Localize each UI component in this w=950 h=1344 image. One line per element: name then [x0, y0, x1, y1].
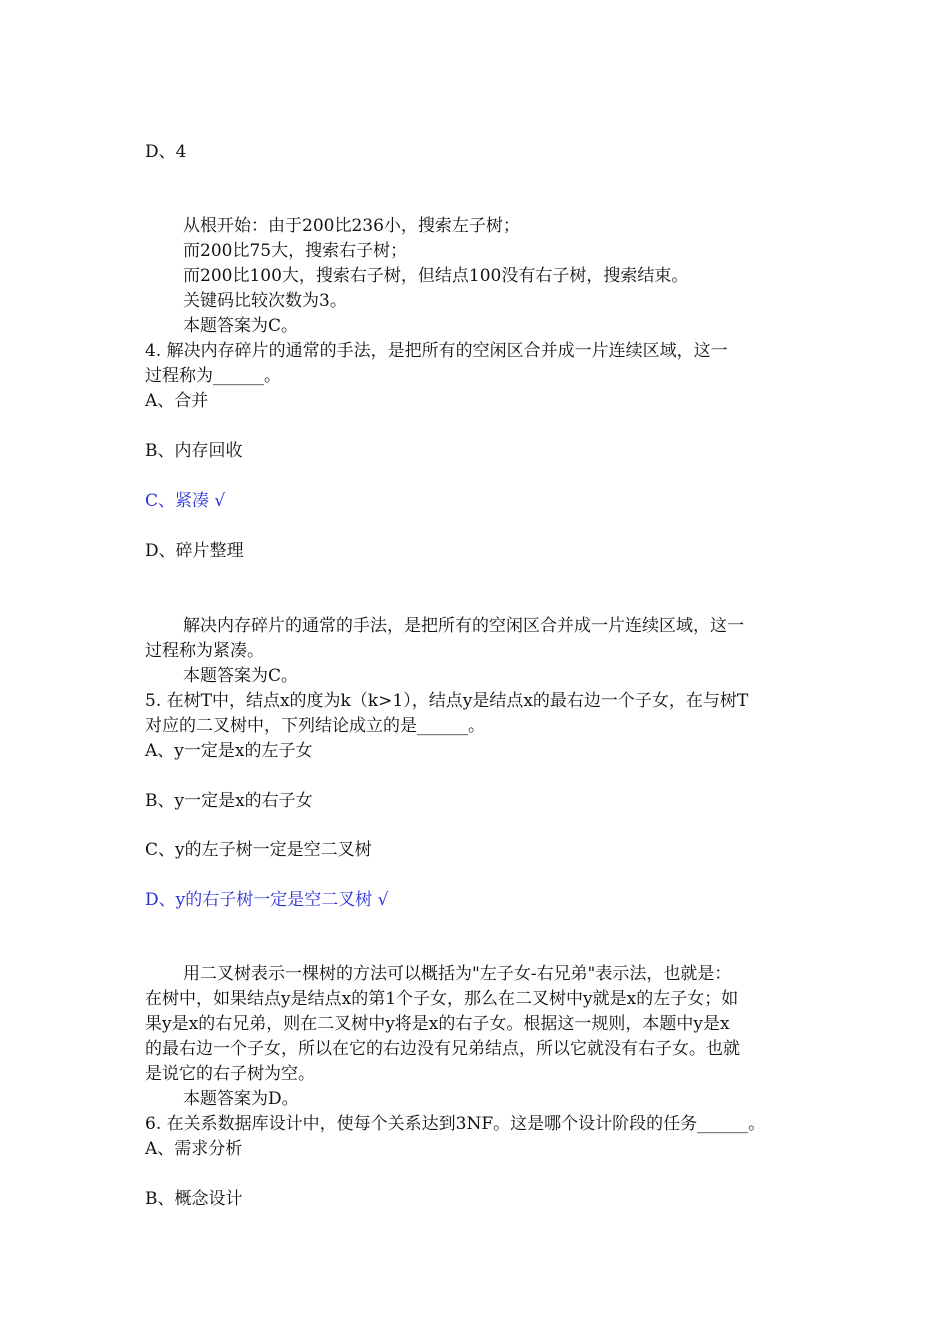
- q4-option-a: A、合并: [145, 391, 209, 411]
- q3-explanation-line-2: 而200比75大，搜索右子树；: [183, 241, 408, 261]
- q4-option-b: B、内存回收: [145, 441, 243, 461]
- q4-explanation-line-2: 过程称为紧凑。: [145, 641, 264, 661]
- q5-option-b: B、y一定是x的右子女: [145, 791, 313, 811]
- q4-stem-line-1: 4. 解决内存碎片的通常的手法，是把所有的空闲区合并成一片连续区域，这一: [145, 341, 728, 361]
- q6-option-a: A、需求分析: [145, 1139, 243, 1159]
- q5-option-a: A、y一定是x的左子女: [145, 741, 313, 761]
- q4-option-c-correct: C、紧凑 √: [145, 491, 226, 511]
- q6-option-b: B、概念设计: [145, 1189, 243, 1209]
- q5-stem-line-2: 对应的二叉树中，下列结论成立的是______。: [145, 716, 485, 736]
- q5-stem-line-1: 5. 在树T中，结点x的度为k（k>1），结点y是结点x的最右边一个子女，在与树T: [145, 691, 749, 711]
- q3-explanation-line-3: 而200比100大，搜索右子树，但结点100没有右子树，搜索结束。: [183, 266, 689, 286]
- q5-explanation-line-2: 在树中，如果结点y是结点x的第1个子女，那么在二叉树中y就是x的左子女；如: [145, 989, 739, 1009]
- q5-explanation-line-4: 的最右边一个子女，所以在它的右边没有兄弟结点，所以它就没有右子女。也就: [145, 1039, 740, 1059]
- q6-stem-line-1: 6. 在关系数据库设计中，使每个关系达到3NF。这是哪个设计阶段的任务______。: [145, 1114, 766, 1134]
- q5-answer: 本题答案为D。: [183, 1089, 299, 1109]
- q5-explanation-line-3: 果y是x的右兄弟，则在二叉树中y将是x的右子女。根据这一规则，本题中y是x: [145, 1014, 730, 1034]
- q5-option-d-correct: D、y的右子树一定是空二叉树 √: [145, 890, 389, 910]
- q4-option-d: D、碎片整理: [145, 541, 244, 561]
- q4-explanation-line-1: 解决内存碎片的通常的手法，是把所有的空闲区合并成一片连续区域，这一: [183, 616, 744, 636]
- q5-explanation-line-1: 用二叉树表示一棵树的方法可以概括为"左子女-右兄弟"表示法，也就是：: [183, 964, 732, 984]
- q3-explanation-line-4: 关键码比较次数为3。: [183, 291, 347, 311]
- q3-option-d: D、4: [145, 142, 187, 162]
- q5-option-c: C、y的左子树一定是空二叉树: [145, 840, 372, 860]
- q4-stem-line-2: 过程称为______。: [145, 366, 281, 386]
- q3-explanation-line-1: 从根开始：由于200比236小，搜索左子树；: [183, 216, 520, 236]
- q3-answer: 本题答案为C。: [183, 316, 299, 336]
- q5-explanation-line-5: 是说它的右子树为空。: [145, 1064, 315, 1084]
- q4-answer: 本题答案为C。: [183, 666, 299, 686]
